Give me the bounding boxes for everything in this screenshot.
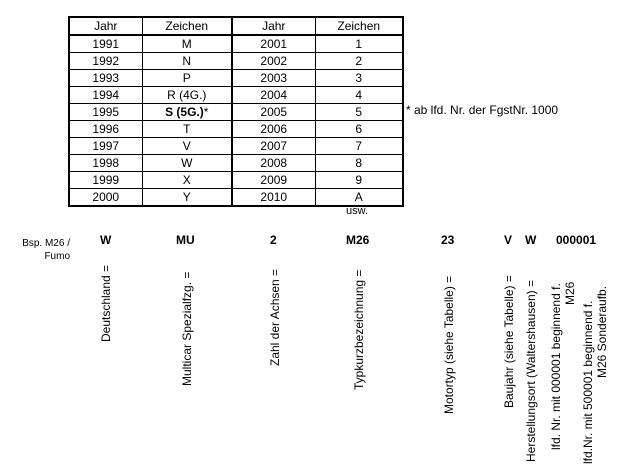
code-baujahr: V [504, 233, 513, 247]
year-cell: 1995 [69, 104, 142, 121]
year-cell: 2002 [232, 53, 315, 70]
year-cell: 1998 [69, 155, 142, 172]
code-motor: 23 [441, 233, 455, 247]
label-nummer1-b: M26 [563, 281, 577, 305]
code-land: W [100, 233, 112, 247]
table-row [69, 155, 403, 172]
year-cell: 2008 [232, 155, 315, 172]
code-cell: 8 [315, 155, 403, 172]
label-werk: Herstellungsort (Waltershausen) = [524, 280, 538, 462]
table-row [69, 121, 403, 138]
label-hersteller: Multicar Spezialfzg. = [180, 271, 194, 386]
year-cell: 2007 [232, 138, 315, 155]
usw-note: usw. [346, 205, 369, 217]
code-cell: 2 [315, 53, 403, 70]
example-label: Bsp. M26 / Fumo [22, 238, 70, 262]
year-cell: 2001 [232, 35, 315, 53]
label-nummer2-b: M26 Sonderaufb. [595, 285, 609, 378]
code-cell: 5 [315, 104, 403, 121]
code-cell: W [142, 155, 232, 172]
code-nummer: 000001 [556, 233, 597, 247]
label-baujahr: Baujahr (siehe Tabelle) = [502, 275, 516, 408]
table-row [69, 172, 403, 189]
code-cell: 6 [315, 121, 403, 138]
code-achsen: 2 [270, 233, 277, 247]
code-hersteller: MU [176, 233, 195, 247]
code-cell: 4 [315, 87, 403, 104]
table-row [69, 138, 403, 155]
table-row [69, 70, 403, 87]
footnote: * ab lfd. Nr. der FgstNr. 1000 [406, 103, 559, 117]
code-cell: 7 [315, 138, 403, 155]
year-code-table [68, 16, 404, 207]
year-cell: 2004 [232, 87, 315, 104]
code-cell: T [142, 121, 232, 138]
year-cell: 2009 [232, 172, 315, 189]
code-cell: M [142, 35, 232, 53]
label-motor: Motortyp (siehe Tabelle) = [442, 275, 456, 414]
year-cell: 2000 [69, 189, 142, 207]
label-land: Deutschland = [99, 264, 113, 342]
label-achsen: Zahl der Achsen = [268, 268, 282, 366]
table-row [69, 87, 403, 104]
label-nummer1-a: lfd. Nr. mit 000001 beginnend f. [549, 283, 563, 450]
code-werk: W [525, 233, 537, 247]
table-row [69, 53, 403, 70]
code-cell: P [142, 70, 232, 87]
year-cell: 1999 [69, 172, 142, 189]
year-cell: 2006 [232, 121, 315, 138]
code-cell: V [142, 138, 232, 155]
code-cell: A [315, 189, 403, 207]
header-zeichen-2: Zeichen [315, 17, 403, 35]
year-cell: 1992 [69, 53, 142, 70]
code-cell: 1 [315, 35, 403, 53]
year-cell: 1996 [69, 121, 142, 138]
code-cell: R (4G.) [142, 87, 232, 104]
code-cell: 3 [315, 70, 403, 87]
code-cell: N [142, 53, 232, 70]
header-jahr-1: Jahr [69, 17, 142, 35]
table-row [69, 189, 403, 207]
label-typ: Typkurzbezeichnung = [352, 269, 366, 390]
footnote-marker: * [203, 104, 209, 119]
year-cell: 1991 [69, 35, 142, 53]
year-cell: 2003 [232, 70, 315, 87]
code-cell: 9 [315, 172, 403, 189]
year-cell: 2010 [232, 189, 315, 207]
year-cell: 1994 [69, 87, 142, 104]
table-header-row [69, 17, 403, 35]
year-cell: 1997 [69, 138, 142, 155]
code-text: S (5G.) [165, 104, 204, 119]
table-row [69, 104, 403, 121]
header-jahr-2: Jahr [232, 17, 315, 35]
code-cell [142, 104, 232, 121]
code-typ: M26 [346, 233, 370, 247]
label-nummer2-a: lfd.Nr. mit 500001 beginnend f. [581, 300, 595, 464]
year-cell: 2005 [232, 104, 315, 121]
header-zeichen-1: Zeichen [142, 17, 232, 35]
code-cell: X [142, 172, 232, 189]
table-row [69, 35, 403, 53]
code-cell: Y [142, 189, 232, 207]
year-cell: 1993 [69, 70, 142, 87]
